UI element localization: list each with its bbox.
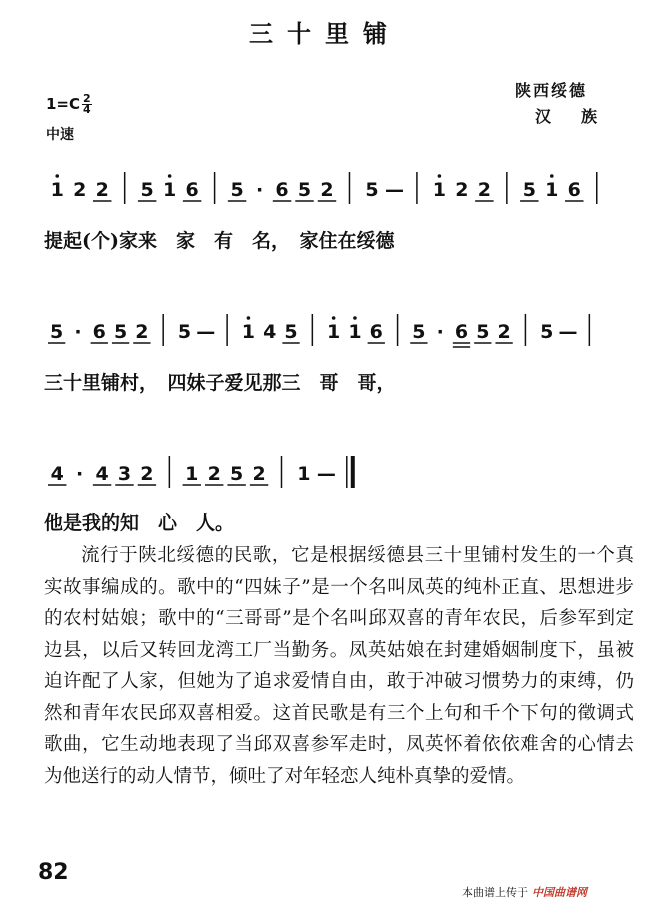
tempo-marking: 中速 (46, 127, 74, 143)
note-2: 2 (477, 179, 491, 201)
note-5: 5 (230, 179, 244, 201)
note-1: 1 (432, 179, 447, 201)
note-1: 1 (50, 179, 64, 201)
note-5: 5 (522, 179, 536, 201)
source-credit (462, 884, 587, 900)
ethnicity-char-a: 汉 (535, 107, 552, 126)
note-1: 1 (327, 321, 341, 343)
note-4: 4 (50, 463, 64, 485)
source-prefix: 本曲谱上传于 (462, 886, 528, 899)
octave-dot (168, 174, 172, 178)
note-2: 2 (455, 179, 469, 201)
note-2: 2 (320, 179, 334, 201)
octave-dot (353, 316, 357, 320)
octave-dot (55, 174, 59, 178)
note-6: 6 (275, 179, 289, 201)
note-·: · (255, 179, 264, 201)
note-2: 2 (497, 321, 511, 343)
note-—: — (196, 321, 216, 343)
note-·: · (74, 321, 82, 343)
note-2: 2 (135, 321, 149, 343)
octave-dot (438, 174, 442, 178)
note-1: 1 (163, 179, 177, 201)
note-6: 6 (369, 321, 383, 343)
note-4: 4 (95, 463, 109, 485)
note-6: 6 (92, 321, 106, 343)
note-—: — (316, 463, 336, 485)
ethnicity-char-b: 族 (581, 107, 598, 126)
note-5: 5 (230, 463, 244, 485)
note-5: 5 (365, 179, 379, 201)
time-numerator: 2 (83, 92, 91, 105)
note-1: 1 (241, 321, 256, 343)
lyric-line-2: 三十里铺村， 四妹子爱见那三 哥 哥， (44, 372, 396, 394)
time-denominator: 4 (83, 103, 91, 116)
note-6: 6 (454, 321, 469, 343)
note-·: · (76, 463, 84, 485)
octave-dot (550, 174, 554, 178)
note-6: 6 (185, 179, 199, 201)
note-5: 5 (50, 321, 64, 343)
note-5: 5 (113, 321, 128, 343)
key-text: 1=C (46, 95, 81, 113)
octave-dot (247, 316, 251, 320)
note-2: 2 (140, 463, 154, 485)
note-1: 1 (348, 321, 362, 343)
song-title: 三十里铺 (249, 19, 401, 48)
note-2: 2 (207, 463, 221, 485)
origin-region: 陕西绥德 (515, 81, 588, 100)
note-1: 1 (297, 463, 311, 485)
final-barline (351, 456, 355, 488)
note-1: 1 (185, 463, 199, 485)
note-3: 3 (117, 463, 132, 485)
note-5: 5 (140, 179, 154, 201)
note-—: — (384, 179, 404, 201)
note-5: 5 (412, 321, 426, 343)
note-5: 5 (476, 321, 490, 343)
note-6: 6 (567, 179, 581, 201)
note-5: 5 (177, 321, 192, 343)
note-4: 4 (263, 321, 277, 343)
song-description: 流行于陕北绥德的民歌，它是根据绥德县三十里铺村发生的一个真实故事编成的。歌中的“四妹子”是一个名叫凤英的纯朴正直、思想进步的农村姑娘；歌中的“三哥哥”是个名叫邱双喜的青年农民，后参军到定边县，以后又转回龙湾工厂当勤务。凤英姑娘在封建婚姻制度下，虽被迫许配了人家，但她为了追求爱情自由，敢于冲破习惯势力的束缚，仍然和青年农民邱双喜相爱。这首民歌是有三个上句和千个下句的徵调式歌曲，它生动地表现了当邱双喜参军走时，凤英怀着依依难舍的心情去为他送行的动人情节，倾吐了对年轻恋人纯朴真挚的爱情。 (44, 545, 634, 787)
note-·: · (436, 321, 444, 343)
note-5: 5 (540, 321, 554, 343)
source-site-logo: 中国曲谱网 (532, 886, 587, 899)
note-2: 2 (252, 463, 266, 485)
note-—: — (558, 321, 578, 343)
note-2: 2 (73, 179, 87, 201)
note-1: 1 (545, 179, 559, 201)
lyric-line-3: 他是我的知 心 人。 (44, 512, 235, 534)
note-5: 5 (297, 179, 312, 201)
note-2: 2 (95, 179, 109, 201)
octave-dot (332, 316, 336, 320)
lyric-line-1: 提起(个)家来 家 有 名， 家住在绥德 (44, 230, 395, 252)
note-5: 5 (284, 321, 298, 343)
page-number: 82 (38, 860, 69, 885)
